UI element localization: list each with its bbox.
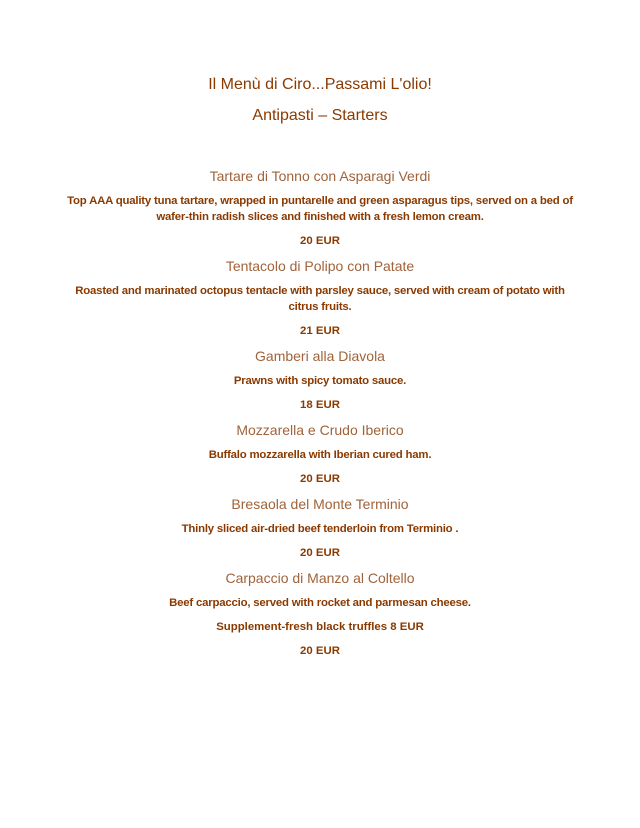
- dish-item: [60, 257, 580, 339]
- dish-list: [60, 167, 580, 667]
- dish-description: Buffalo mozzarella with Iberian cured ham.: [208, 449, 432, 461]
- dish-name: Bresaola del Monte Terminio: [231, 496, 409, 512]
- dish-price: 21 EUR: [300, 325, 340, 337]
- dish-description: Beef carpaccio, served with rocket and parmesan cheese.: [169, 597, 471, 609]
- section-title: Antipasti – Starters: [252, 107, 388, 124]
- dish-name: Gamberi alla Diavola: [255, 348, 385, 364]
- dish-price: 20 EUR: [300, 645, 340, 657]
- dish-price: 20 EUR: [300, 547, 340, 559]
- dish-name: Mozzarella e Crudo Iberico: [236, 422, 404, 438]
- dish-price: 20 EUR: [300, 473, 340, 485]
- dish-supplement: Supplement-fresh black truffles 8 EUR: [216, 621, 424, 633]
- dish-name: Carpaccio di Manzo al Coltello: [225, 570, 415, 586]
- dish-item: [60, 421, 580, 487]
- dish-description: Prawns with spicy tomato sauce.: [233, 375, 407, 387]
- dish-item: [60, 167, 580, 249]
- dish-description: Top AAA quality tuna tartare, wrapped in puntarelle and green asparagus tips, served on a bed of wafer-thin radish slices and finished with a fresh lemon cream.: [67, 195, 573, 223]
- dish-item: [60, 347, 580, 413]
- dish-description: Roasted and marinated octopus tentacle with parsley sauce, served with cream of potato with citrus fruits.: [75, 285, 565, 313]
- dish-item: [60, 495, 580, 561]
- dish-price: 20 EUR: [300, 235, 340, 247]
- menu-title: Il Menù di Ciro...Passami L'olio!: [208, 76, 432, 93]
- dish-description: Thinly sliced air-dried beef tenderloin from Terminio .: [181, 523, 459, 535]
- dish-name: Tentacolo di Polipo con Patate: [225, 258, 415, 274]
- dish-price: 18 EUR: [300, 399, 340, 411]
- dish-name: Tartare di Tonno con Asparagi Verdi: [209, 168, 431, 184]
- dish-item: [60, 569, 580, 659]
